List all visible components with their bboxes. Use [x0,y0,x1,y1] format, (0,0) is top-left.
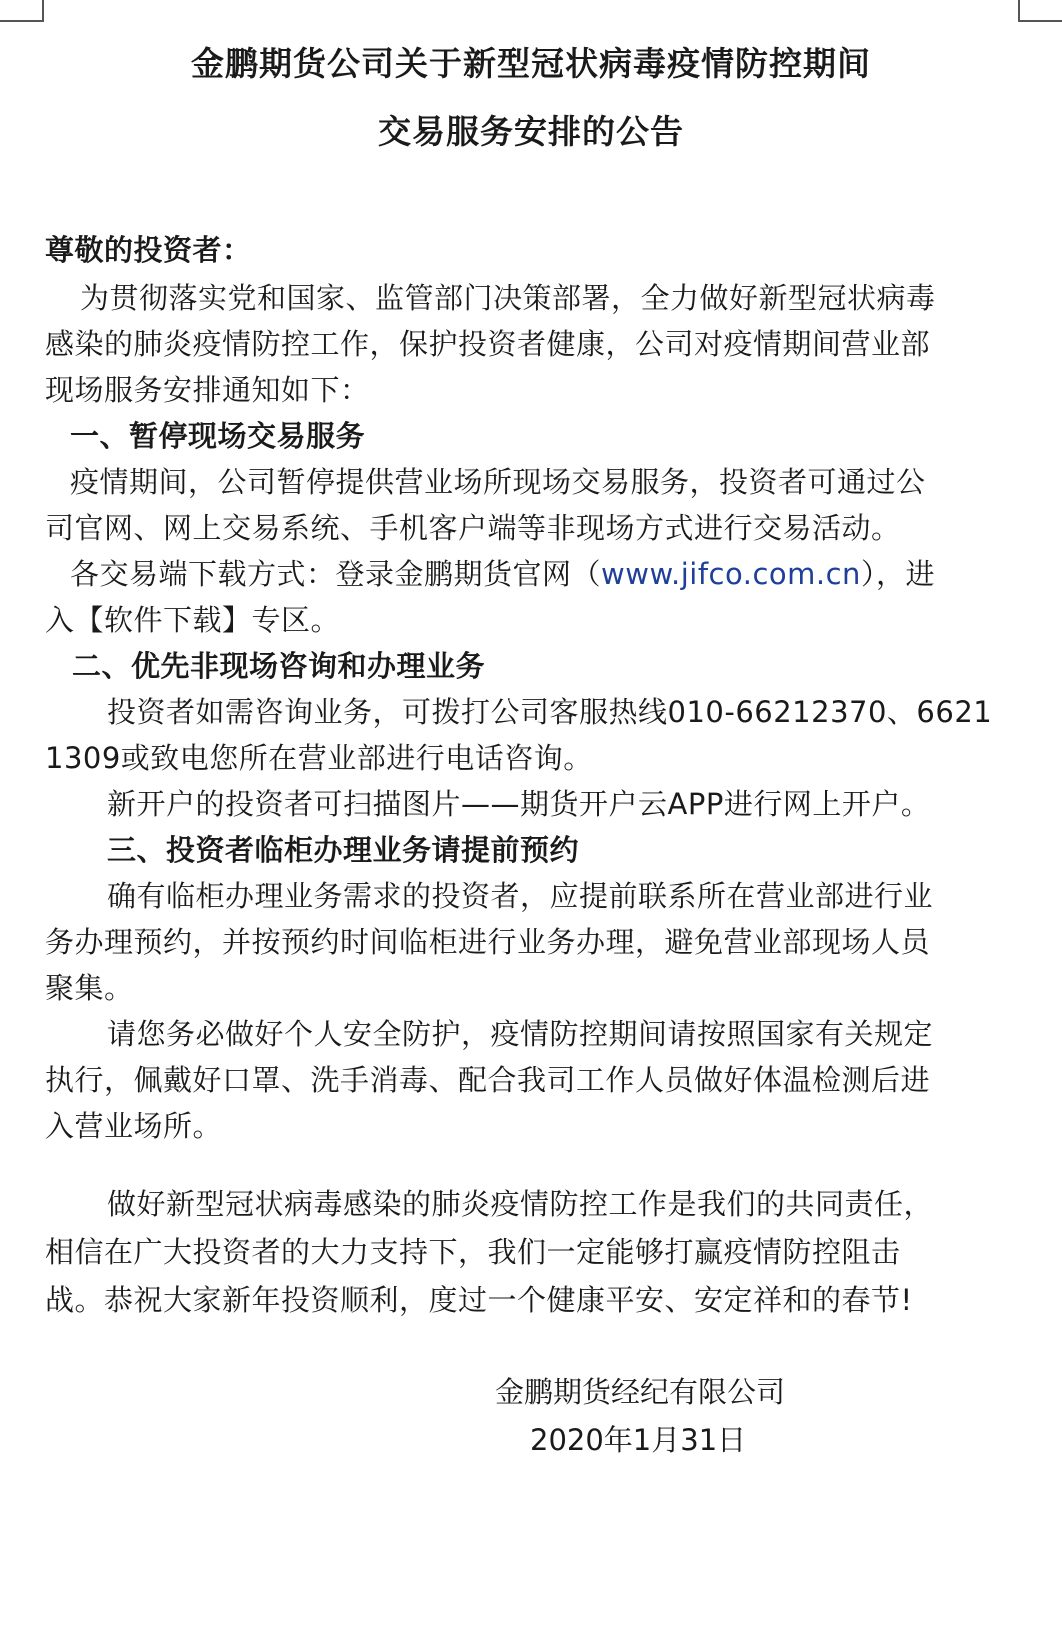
intro-line: 感染的肺炎疫情防控工作，保护投资者健康，公司对疫情期间营业部 [45,327,931,361]
section-2-paragraph-line: 1309或致电您所在营业部进行电话咨询。 [45,741,593,775]
intro-line: 为贯彻落实党和国家、监管部门决策部署，全力做好新型冠状病毒 [80,281,936,315]
intro-line: 现场服务安排通知如下： [45,373,370,407]
page-corner-mark-left [0,0,44,22]
document-title-line-2: 交易服务安排的公告 [378,112,684,151]
document-title-line-1: 金鹏期货公司关于新型冠状病毒疫情防控期间 [191,44,871,83]
section-2-paragraph-line: 投资者如需咨询业务，可拨打公司客服热线010-66212370、6621 [107,695,993,729]
salutation: 尊敬的投资者： [45,233,252,267]
section-1-download-line [70,556,935,592]
section-1-download-line-2: 入【软件下载】专区。 [45,603,341,637]
download-text-prefix: 各交易端下载方式：登录金鹏期货官网（ [70,557,602,591]
section-3-paragraph-line: 确有临柜办理业务需求的投资者，应提前联系所在营业部进行业 [107,879,934,913]
page-corner-mark-right [1018,0,1062,22]
section-3-paragraph-line: 聚集。 [45,971,134,1005]
safety-paragraph-line: 请您务必做好个人安全防护，疫情防控期间请按照国家有关规定 [107,1017,934,1051]
safety-paragraph-line: 执行，佩戴好口罩、洗手消毒、配合我司工作人员做好体温检测后进 [45,1063,931,1097]
download-text-suffix: ），进 [860,557,935,591]
closing-paragraph-line: 做好新型冠状病毒感染的肺炎疫情防控工作是我们的共同责任， [107,1187,934,1221]
signature-company: 金鹏期货经纪有限公司 [495,1375,786,1409]
section-1-heading: 一、暂停现场交易服务 [70,419,366,453]
section-2-heading: 二、优先非现场咨询和办理业务 [72,649,486,683]
signature-date: 2020年1月31日 [530,1423,747,1457]
section-3-paragraph-line: 务办理预约，并按预约时间临柜进行业务办理，避免营业部现场人员 [45,925,931,959]
safety-paragraph-line: 入营业场所。 [45,1109,223,1143]
closing-paragraph-line: 相信在广大投资者的大力支持下，我们一定能够打赢疫情防控阻击 [45,1235,901,1269]
section-1-paragraph-line: 司官网、网上交易系统、手机客户端等非现场方式进行交易活动。 [45,511,901,545]
closing-paragraph-line: 战。恭祝大家新年投资顺利，度过一个健康平安、安定祥和的春节! [45,1283,913,1317]
section-3-heading: 三、投资者临柜办理业务请提前预约 [107,833,580,867]
section-2-app-line: 新开户的投资者可扫描图片——期货开户云APP进行网上开户。 [107,787,931,821]
website-link[interactable]: www.jifco.com.cn [601,557,861,591]
section-1-paragraph-line: 疫情期间，公司暂停提供营业场所现场交易服务，投资者可通过公 [70,465,926,499]
